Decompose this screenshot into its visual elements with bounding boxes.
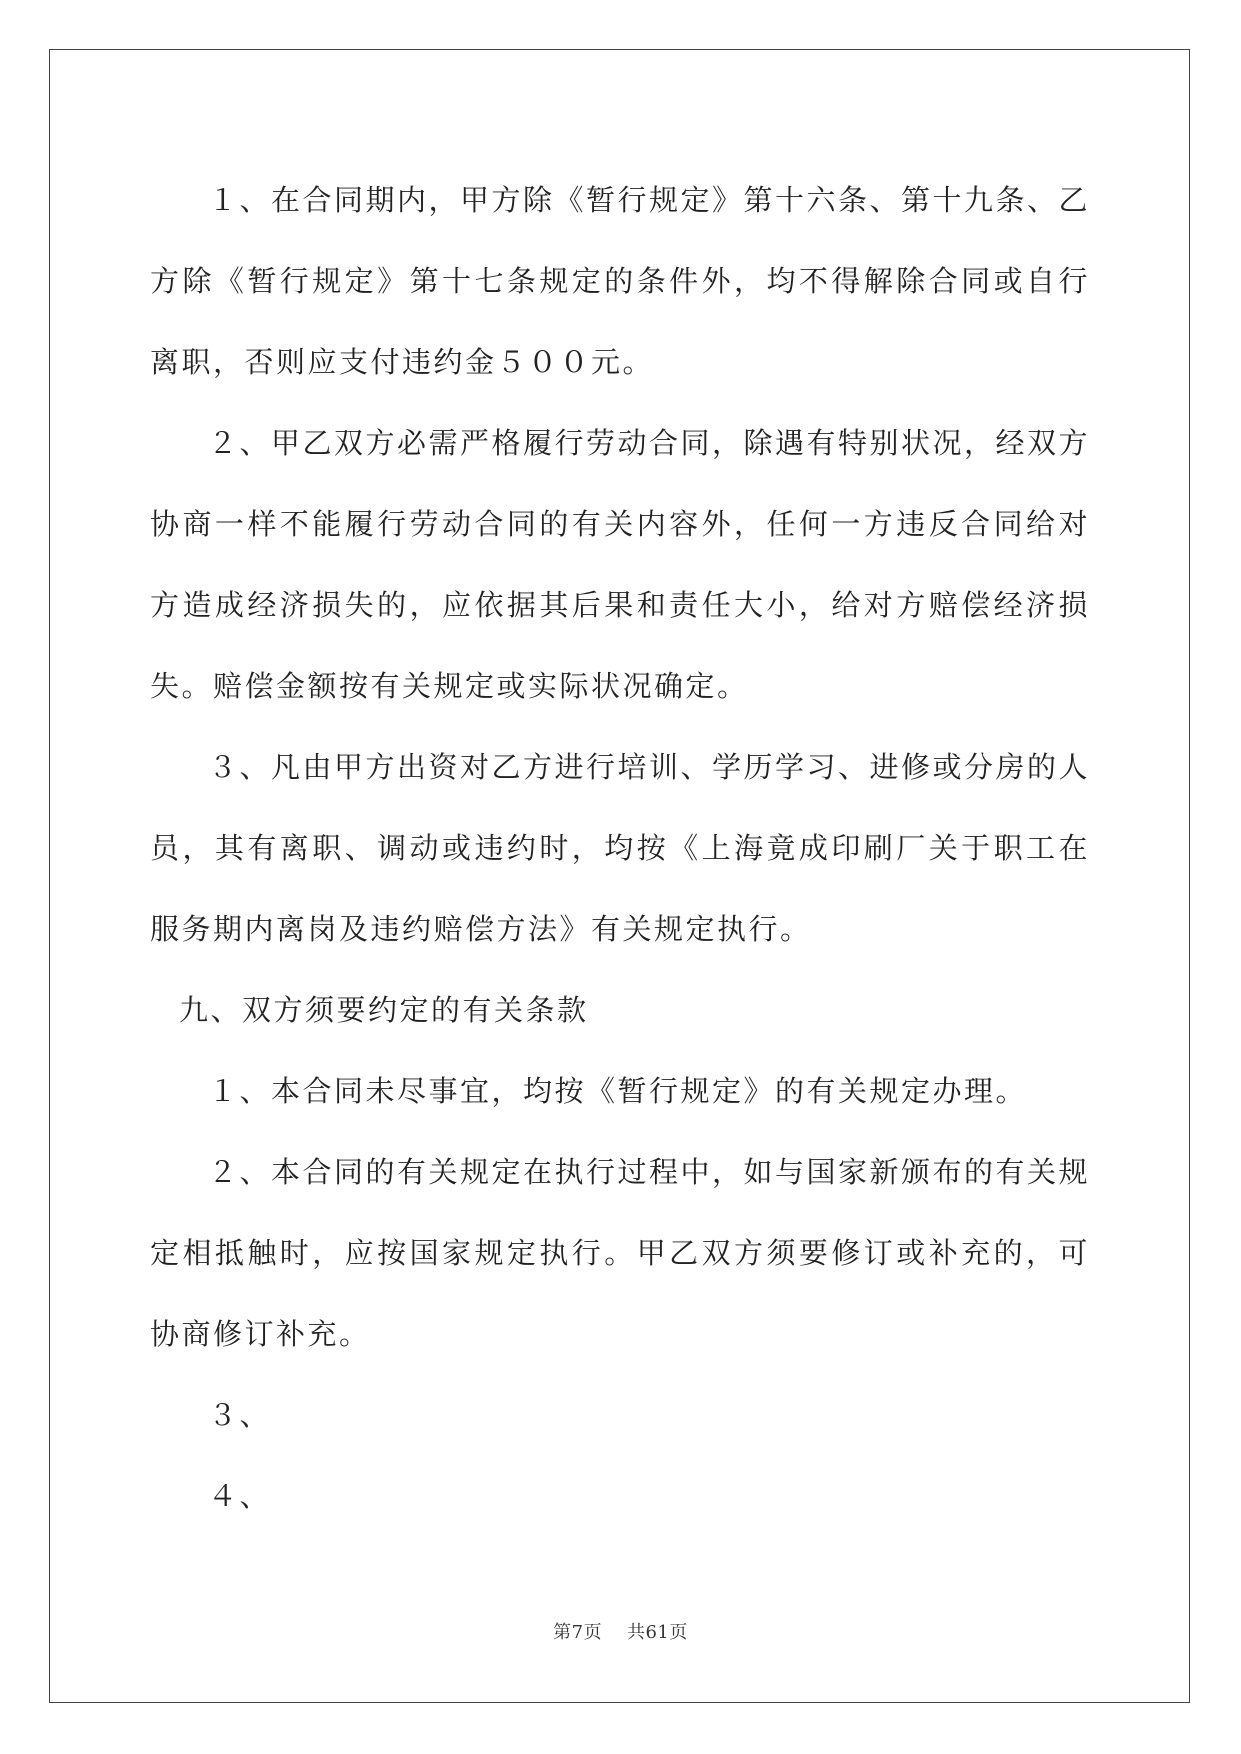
footer-total-suffix: 页 <box>669 1622 688 1643</box>
footer-total-label: 共 <box>626 1622 646 1643</box>
section-paragraph-4: ４、 <box>208 1479 272 1513</box>
footer-page-label: 第 <box>553 1622 572 1643</box>
paragraph-2: ２、甲乙双方必需严格履行劳动合同，除遇有特别状况，经双方协商一样不能履行劳动合同的有关内容外，任何一方违反合同给对方造成经济损失的，应依据其后果和责任大小，给对方赔偿经济损失。赔偿金额按有关规定或实际状况确定。 <box>150 426 1091 703</box>
paragraph-3: ３、凡由甲方出资对乙方进行培训、学历学习、进修或分房的人员，其有离职、调动或违约时，均按《上海竟成印刷厂关于职工在服务期内离岗及违约赔偿方法》有关规定执行。 <box>150 750 1091 946</box>
section-paragraph-2: ２、本合同的有关规定在执行过程中，如与国家新颁布的有关规定相抵触时，应按国家规定执行。甲乙双方须要修订或补充的，可协商修订补充。 <box>150 1155 1091 1351</box>
section-paragraph-3: ３、 <box>208 1398 272 1432</box>
section-heading: 九、双方须要约定的有关条款 <box>179 993 589 1027</box>
page-footer <box>0 1618 1241 1644</box>
paragraph-1: １、在合同期内，甲方除《暂行规定》第十六条、第十九条、乙方除《暂行规定》第十七条规定的条件外，均不得解除合同或自行离职，否则应支付违约金５００元。 <box>150 183 1091 379</box>
document-body <box>150 160 1090 1537</box>
footer-page-number: 7 <box>571 1622 584 1643</box>
footer-page-suffix: 页 <box>583 1622 603 1643</box>
section-paragraph-1: １、本合同未尽事宜，均按《暂行规定》的有关规定办理。 <box>208 1074 1028 1108</box>
footer-total-pages: 61 <box>645 1622 670 1643</box>
